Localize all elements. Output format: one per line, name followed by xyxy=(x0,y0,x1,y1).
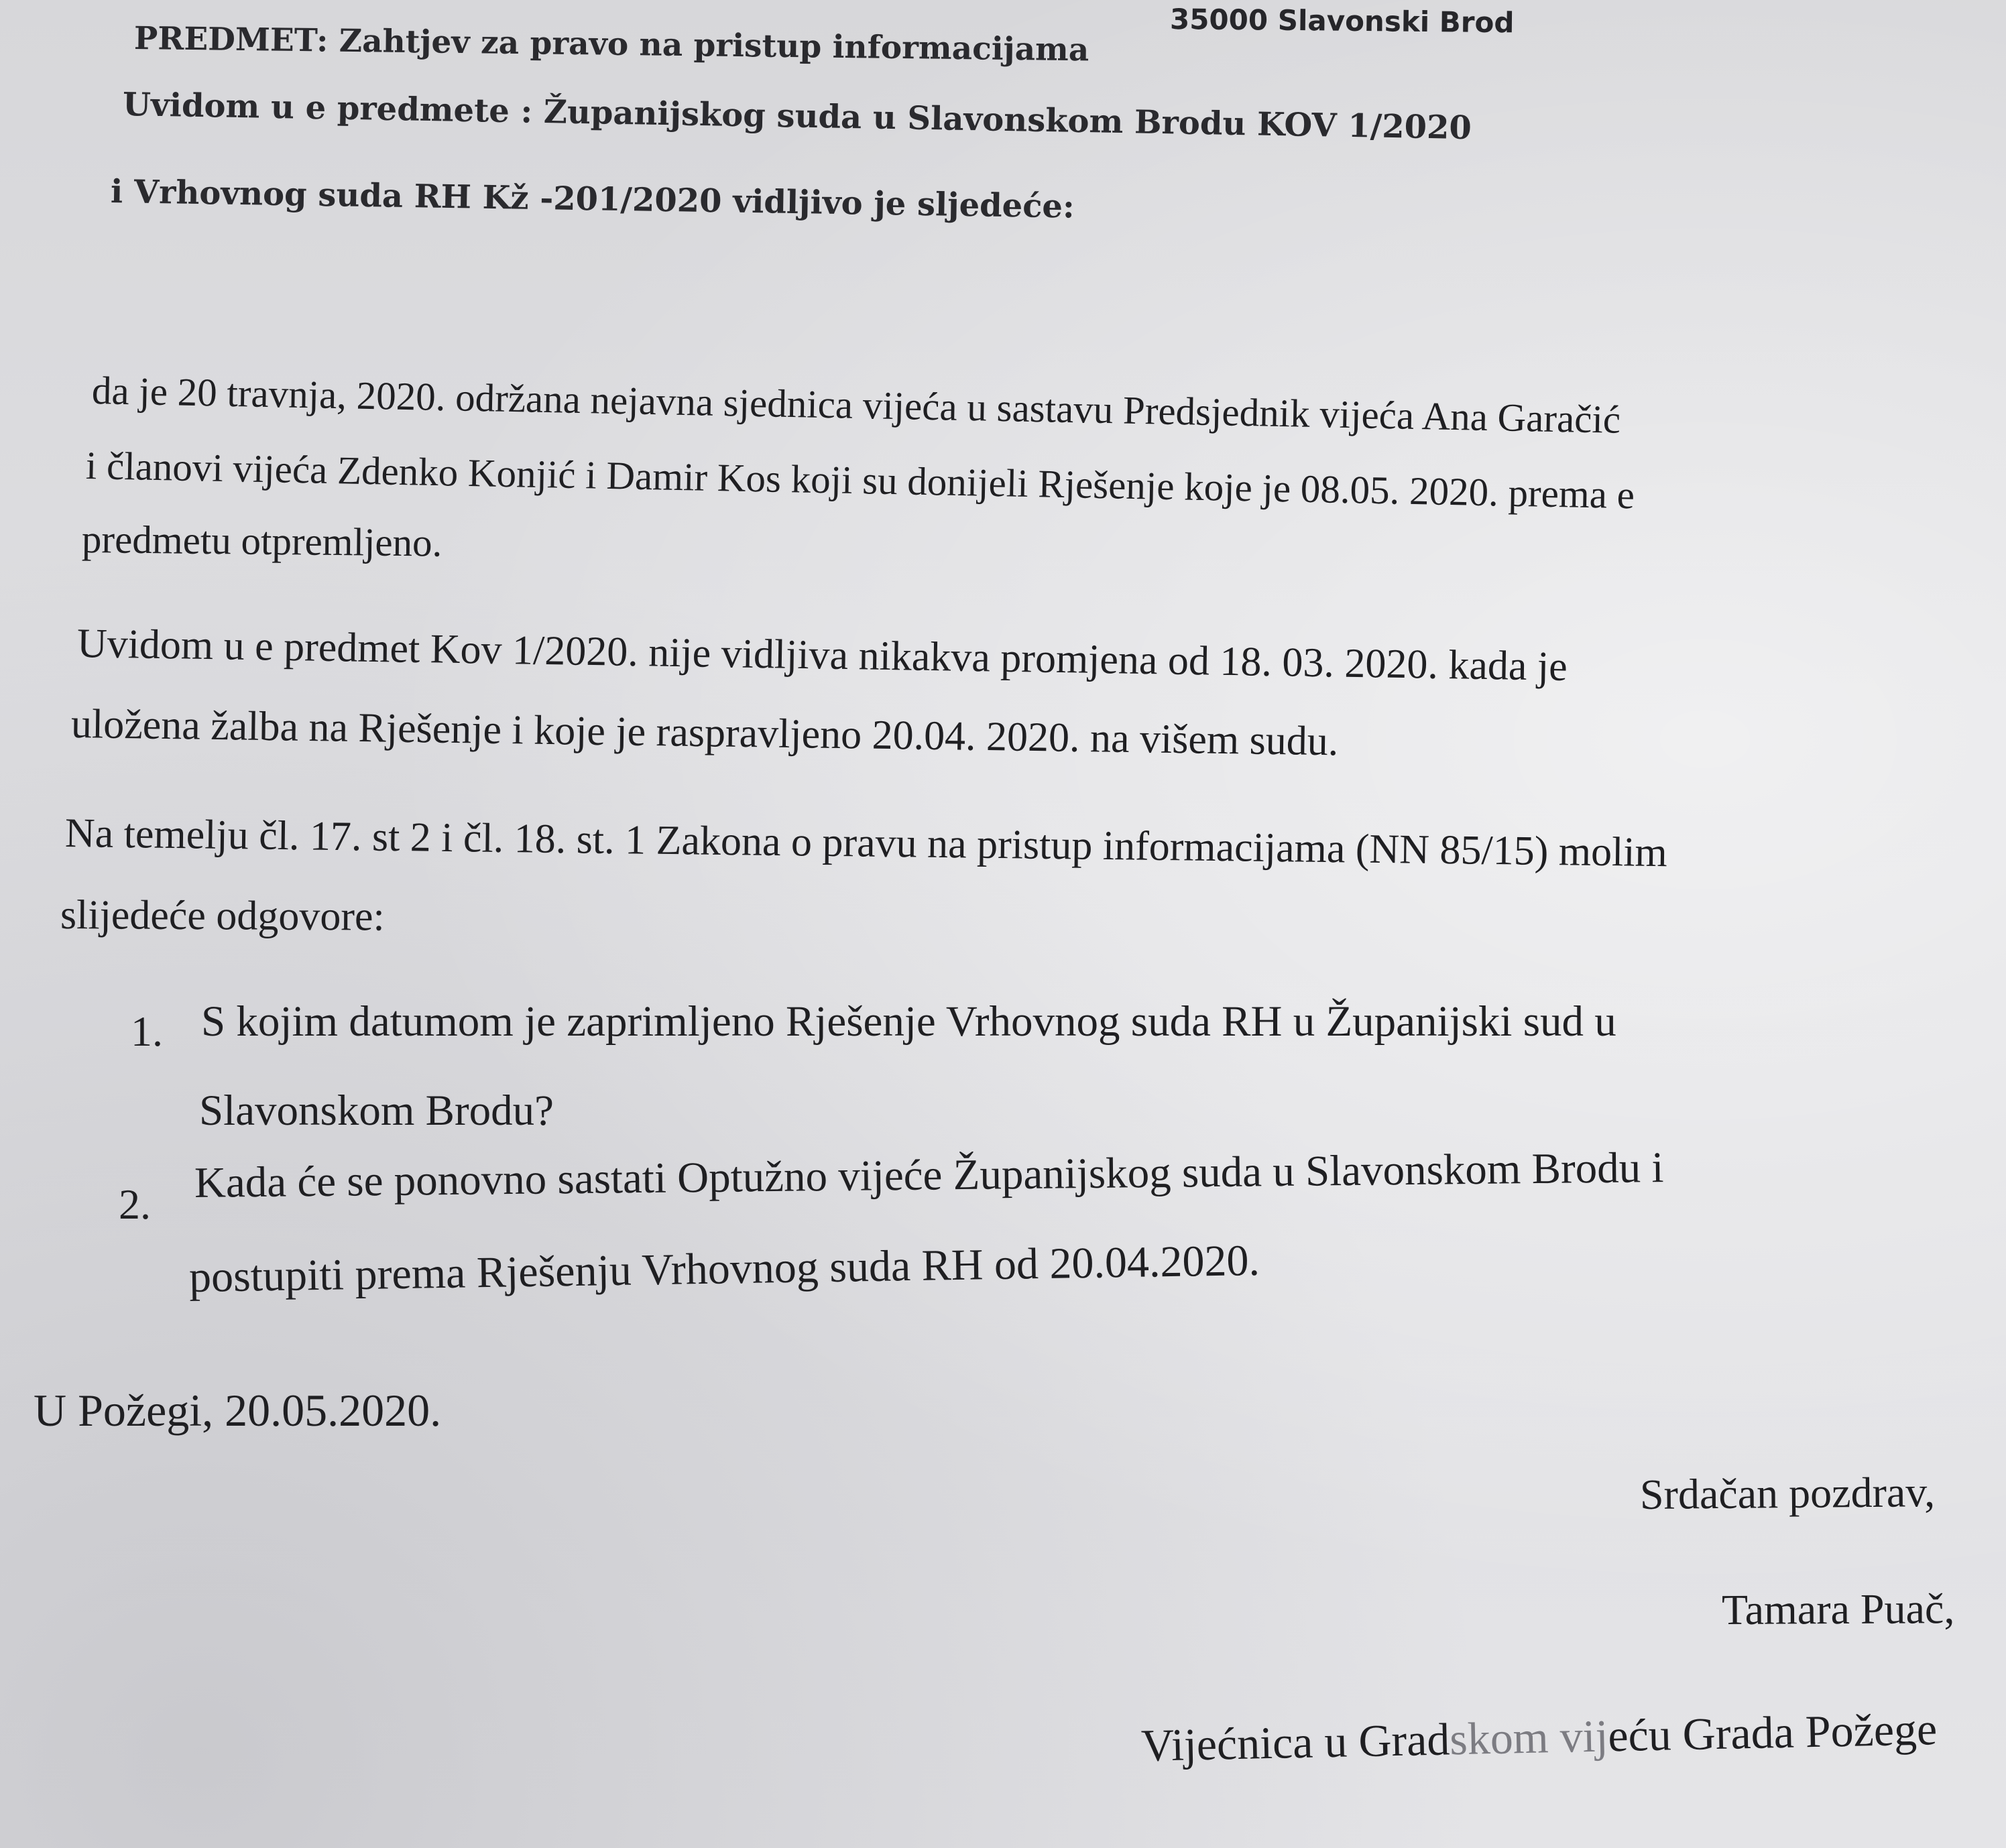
intro-line-1: Uvidom u e predmete : Županijskog suda u Slavonskom Brodu KOV 1/2020 xyxy=(122,86,1472,147)
question-2-line-1: Kada će se ponovno sastati Optužno vijeće Županijskog suda u Slavonskom Brodu i xyxy=(194,1144,1664,1207)
paragraph-1-line-3: predmetu otpremljeno. xyxy=(81,517,442,565)
paragraph-3-line-1: Na temelju čl. 17. st 2 i čl. 18. st. 1 Zakona o pravu na pristup informacijama (NN 85/15) molim xyxy=(64,810,1668,876)
paragraph-1-line-1: da je 20 travnja, 2020. održana nejavna sjednica vijeća u sastavu Predsjednik vijeća Ana Garačić xyxy=(91,368,1621,442)
signatory-title-part-1: Vijećnica u Grad xyxy=(1140,1713,1451,1771)
signatory-title xyxy=(1140,1703,1938,1772)
question-1-line-2: Slavonskom Brodu? xyxy=(199,1087,554,1135)
paragraph-3-line-2: slijedeće odgovore: xyxy=(60,892,385,940)
signatory-title-part-2: skom vij xyxy=(1449,1710,1609,1765)
sender-address: 35000 Slavonski Brod xyxy=(1169,3,1515,40)
closing-greeting: Srdačan pozdrav, xyxy=(1639,1468,1936,1518)
paragraph-2-line-2: uložena žalba na Rješenje i koje je raspravljeno 20.04. 2020. na višem sudu. xyxy=(70,701,1339,765)
question-1-number: 1. xyxy=(131,1007,163,1055)
paragraph-2-line-1: Uvidom u e predmet Kov 1/2020. nije vidljiva nikakva promjena od 18. 03. 2020. kada je xyxy=(76,621,1568,690)
signatory-title-part-3: eću Grada Požege xyxy=(1607,1703,1938,1762)
paragraph-1-line-2: i članovi vijeća Zdenko Konjić i Damir Kos koji su donijeli Rješenje koje je 08.05. 2020. prema e xyxy=(85,443,1635,517)
signatory-name: Tamara Puač, xyxy=(1721,1585,1955,1634)
intro-line-2: i Vrhovnog suda RH Kž -201/2020 vidljivo je sljedeće: xyxy=(110,173,1075,226)
question-1-line-1: S kojim datumom je zaprimljeno Rješenje Vrhovnog suda RH u Županijski sud u xyxy=(201,997,1616,1046)
question-2-number: 2. xyxy=(119,1180,151,1228)
question-2-line-2: postupiti prema Rješenju Vrhovnog suda RH od 20.04.2020. xyxy=(188,1235,1260,1302)
subject-line: PREDMET: Zahtjev za pravo na pristup informacijama xyxy=(133,20,1089,69)
place-and-date: U Požegi, 20.05.2020. xyxy=(34,1385,442,1436)
